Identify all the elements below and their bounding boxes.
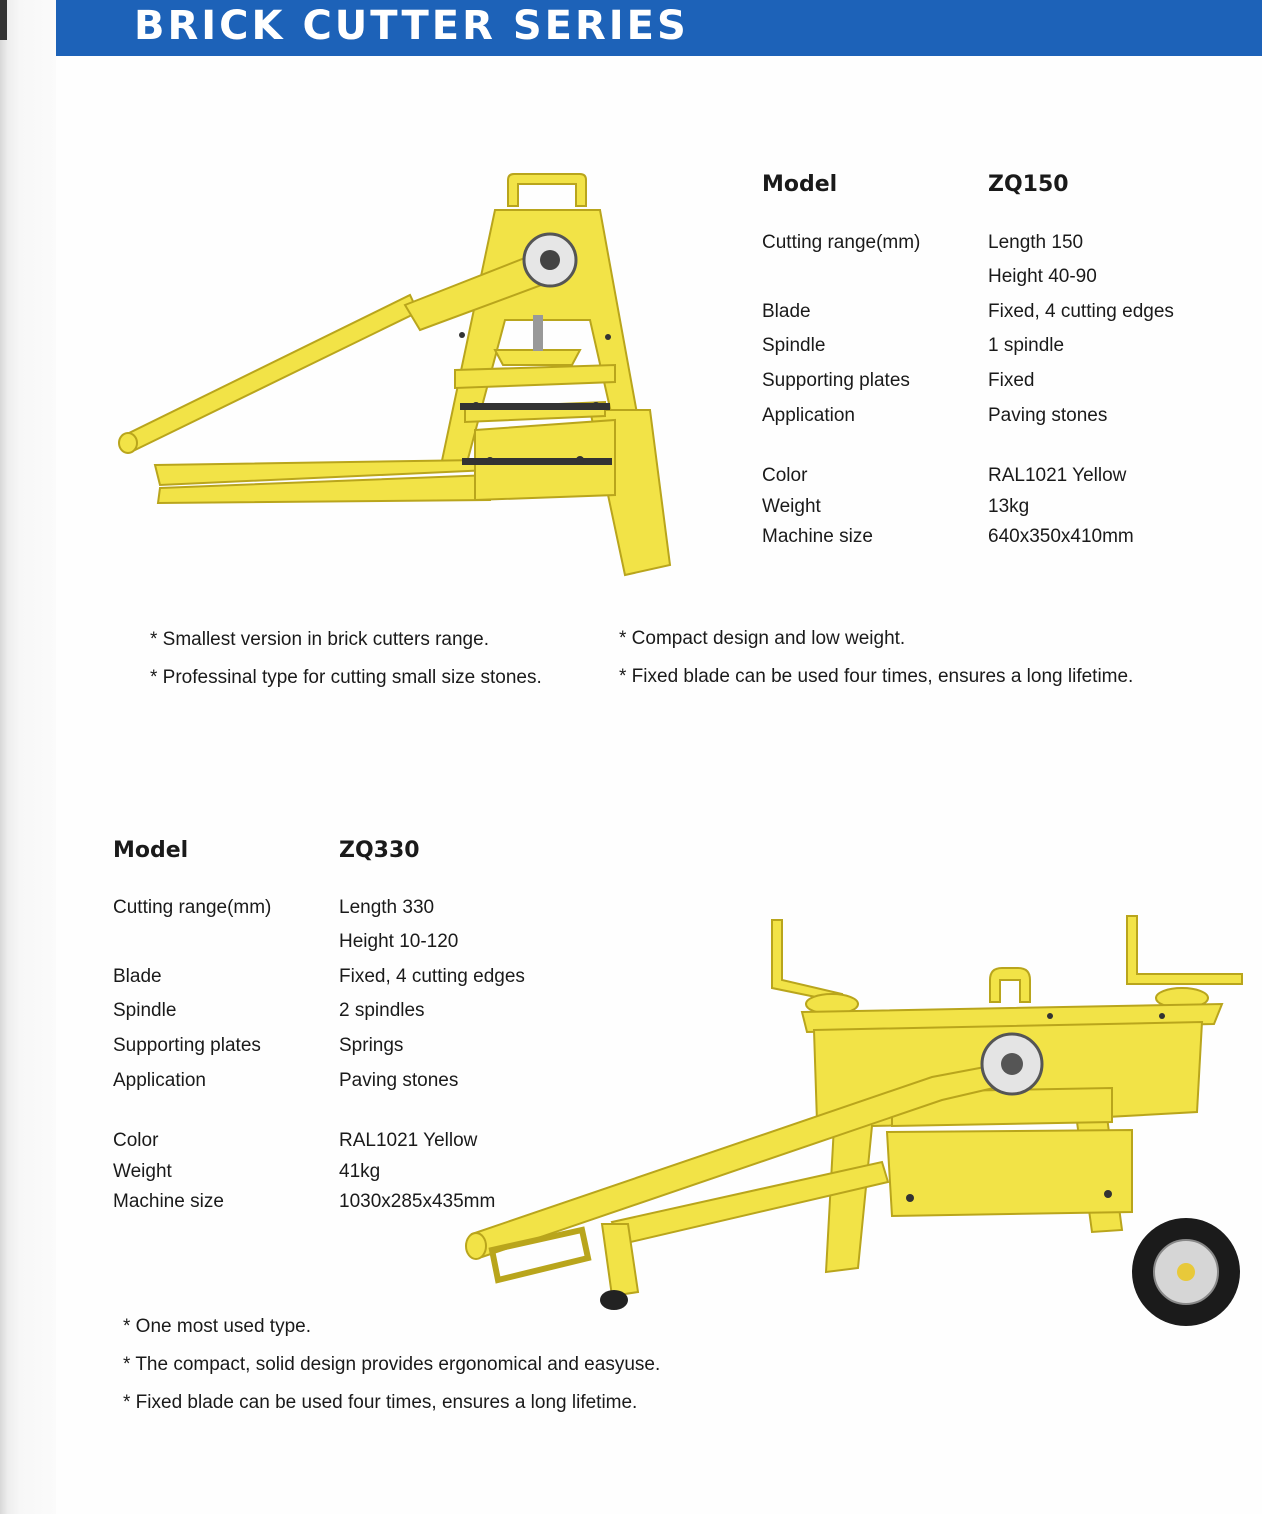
page-edge-shadow (0, 0, 56, 1514)
spec-label: Cutting range(mm) (762, 232, 921, 253)
spec-label: Color (762, 465, 808, 486)
model-label: Model (762, 172, 838, 197)
spec-value: 13kg (988, 496, 1030, 517)
spec-label: Application (762, 405, 855, 426)
model-value: ZQ150 (988, 172, 1069, 197)
spec-value: 1030x285x435mm (339, 1191, 496, 1212)
spec-value: Length 150 (988, 232, 1084, 253)
feature-note: * One most used type. (123, 1316, 311, 1337)
spec-label: Machine size (762, 526, 873, 547)
zq150-machine-image (110, 170, 690, 590)
spec-label: Weight (113, 1161, 172, 1182)
feature-note: * Professinal type for cutting small size stones. (150, 667, 542, 688)
spec-label: Spindle (762, 335, 826, 356)
page-title: BRICK CUTTER SERIES (134, 3, 689, 49)
spec-label: Blade (762, 301, 811, 322)
spec-value: Paving stones (988, 405, 1108, 426)
spec-value: RAL1021 Yellow (988, 465, 1127, 486)
feature-note: * Smallest version in brick cutters range. (150, 629, 489, 650)
spec-label: Cutting range(mm) (113, 897, 272, 918)
spec-value: 640x350x410mm (988, 526, 1134, 547)
spec-value: 2 spindles (339, 1000, 425, 1021)
page-edge-mark (0, 0, 7, 40)
spec-value: 1 spindle (988, 335, 1065, 356)
spec-label: Application (113, 1070, 206, 1091)
spec-label: Weight (762, 496, 821, 517)
spec-label: Supporting plates (762, 370, 910, 391)
spec-value: Fixed, 4 cutting edges (339, 966, 525, 987)
spec-label: Color (113, 1130, 159, 1151)
spec-value: Paving stones (339, 1070, 459, 1091)
spec-label: Blade (113, 966, 162, 987)
feature-note: * Compact design and low weight. (619, 628, 906, 649)
spec-label: Machine size (113, 1191, 224, 1212)
model-label: Model (113, 838, 189, 863)
spec-value: Height 40-90 (988, 266, 1097, 287)
spec-label: Spindle (113, 1000, 177, 1021)
feature-note: * Fixed blade can be used four times, ensures a long lifetime. (123, 1392, 638, 1413)
zq330-machine-image (462, 912, 1252, 1332)
feature-note: * The compact, solid design provides ergonomical and easyuse. (123, 1354, 661, 1375)
spec-label: Supporting plates (113, 1035, 261, 1056)
spec-value: 41kg (339, 1161, 381, 1182)
model-value: ZQ330 (339, 838, 420, 863)
spec-value: RAL1021 Yellow (339, 1130, 478, 1151)
spec-value: Length 330 (339, 897, 435, 918)
spec-value: Height 10-120 (339, 931, 459, 952)
spec-value: Fixed, 4 cutting edges (988, 301, 1174, 322)
spec-value: Springs (339, 1035, 404, 1056)
spec-value: Fixed (988, 370, 1035, 391)
feature-note: * Fixed blade can be used four times, ensures a long lifetime. (619, 666, 1134, 687)
